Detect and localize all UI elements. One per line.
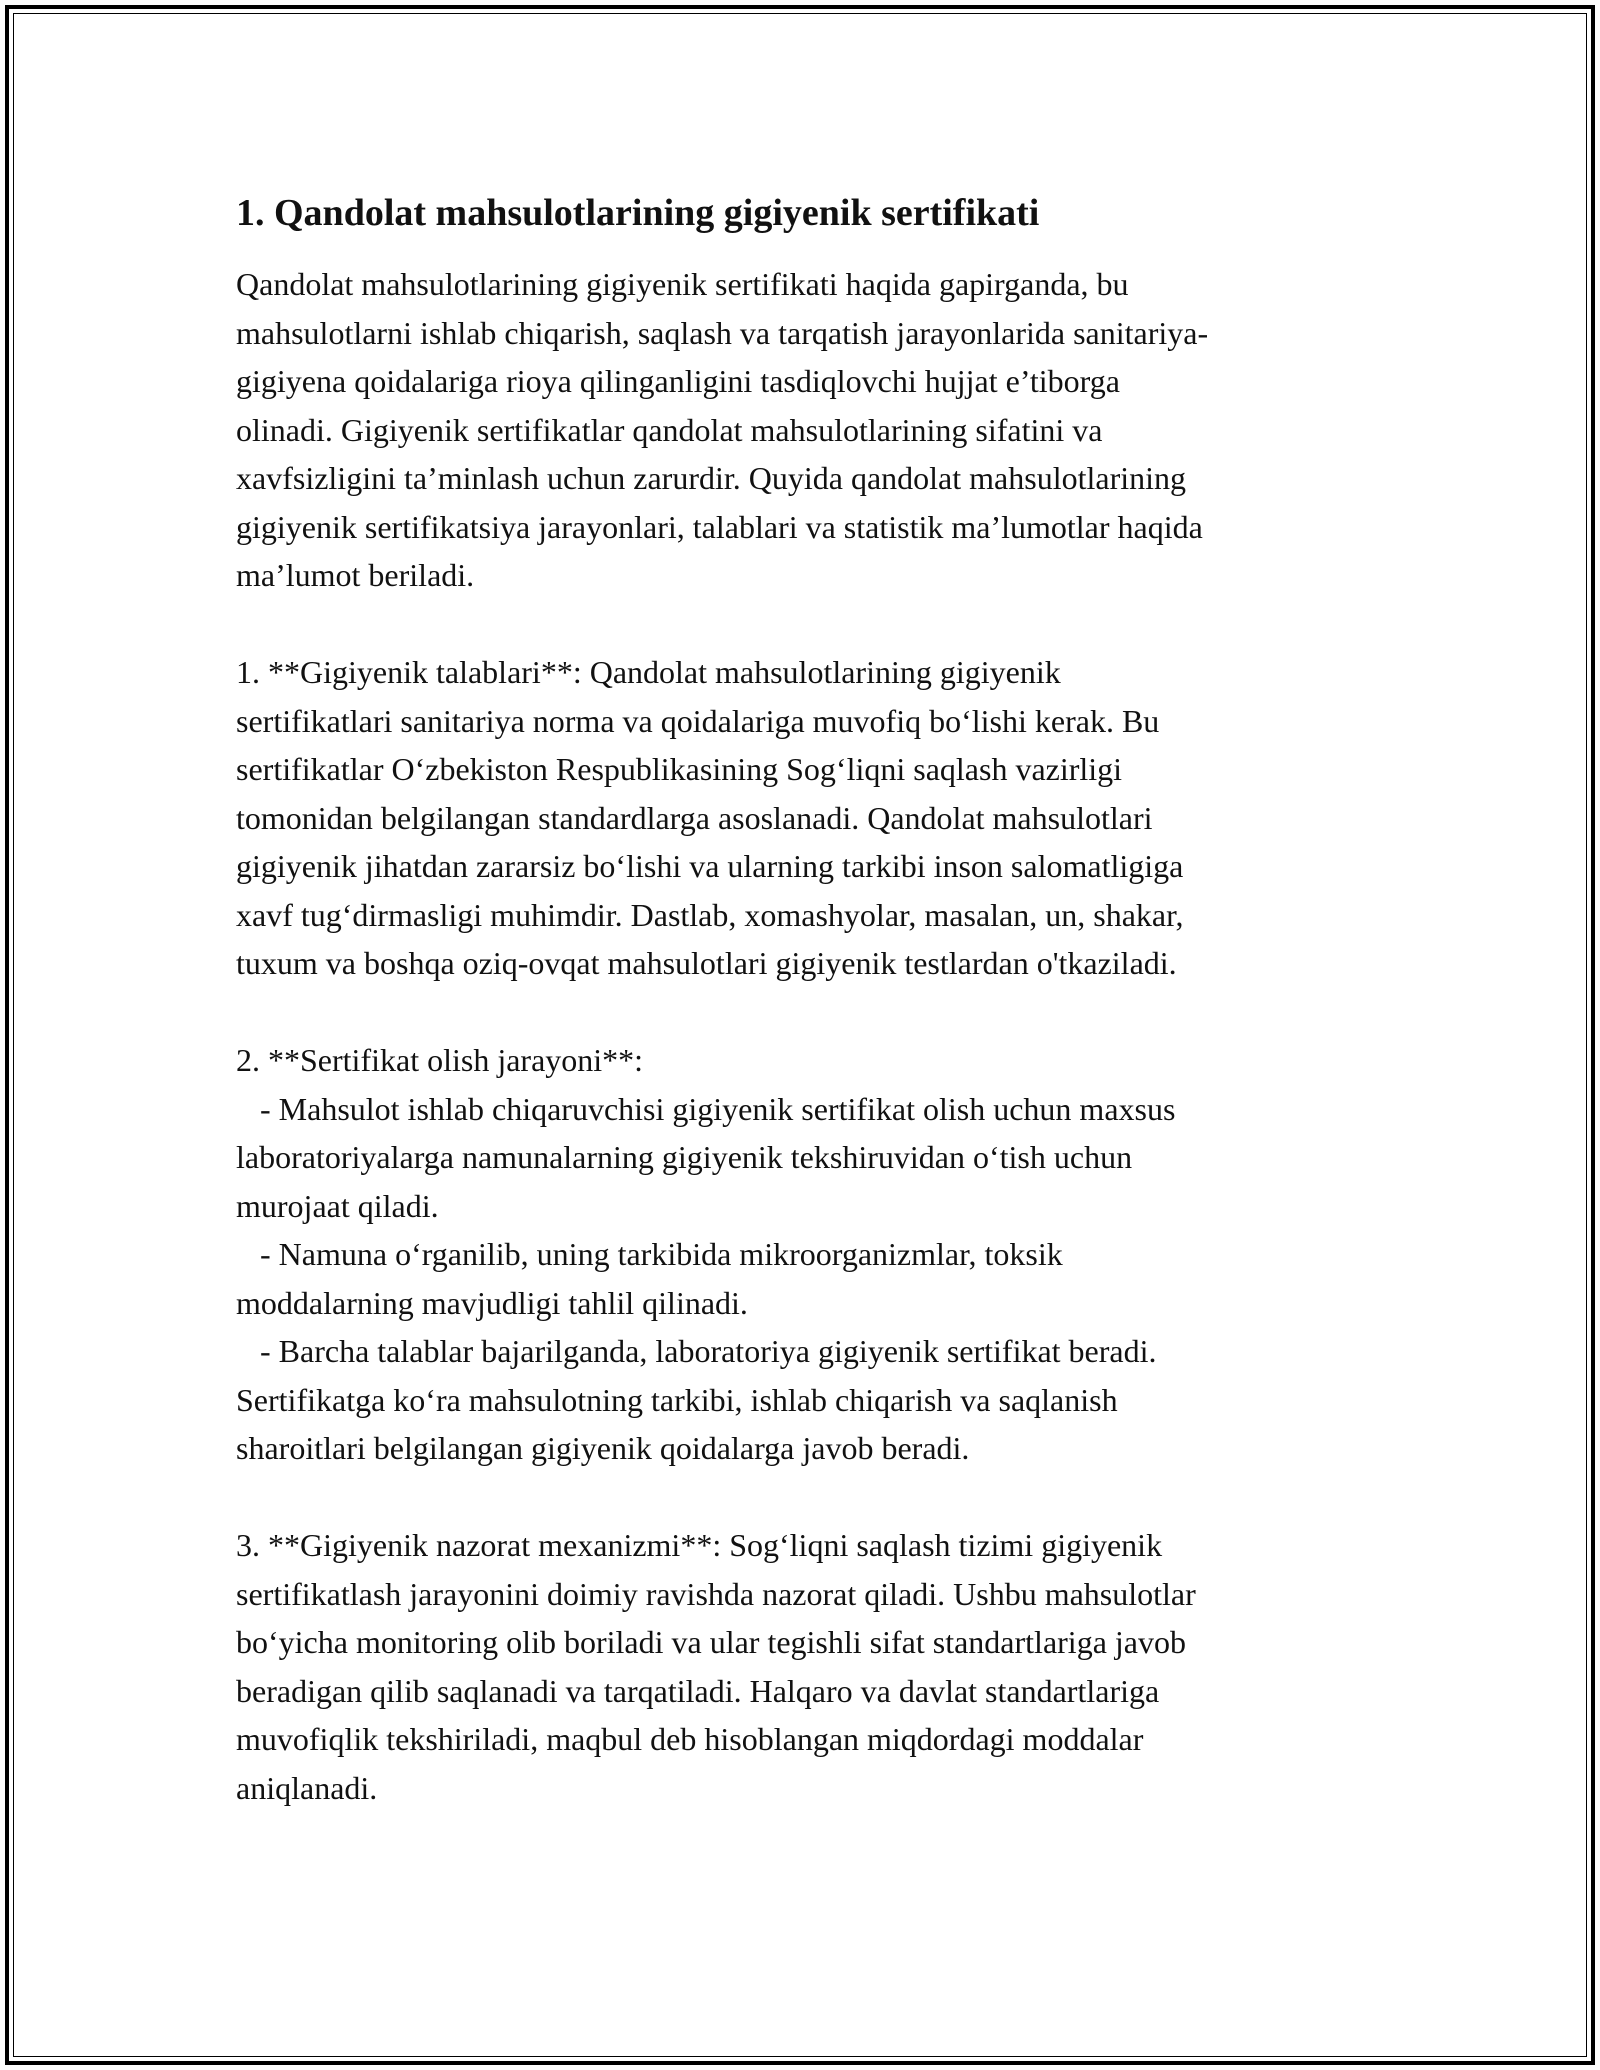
paragraph-line: muvofiqlik tekshiriladi, maqbul deb hisoblangan miqdordagi moddalar [236, 1721, 1144, 1757]
paragraph-line: laboratoriyalarga namunalarning gigiyenik tekshiruvidan o‘tish uchun [236, 1139, 1133, 1175]
document-title: 1. Qandolat mahsulotlarining gigiyenik sertifikati [236, 192, 1040, 234]
paragraph-line: tuxum va boshqa oziq-ovqat mahsulotlari gigiyenik testlardan o'tkaziladi. [236, 945, 1177, 981]
paragraph-line: - Barcha talablar bajarilganda, laboratoriya gigiyenik sertifikat beradi. [236, 1333, 1157, 1369]
paragraph-line: olinadi. Gigiyenik sertifikatlar qandolat mahsulotlarining sifatini va [236, 411, 1103, 448]
paragraph-line: tomonidan belgilangan standardlarga asoslanadi. Qandolat mahsulotlari [236, 799, 1153, 836]
paragraph-line: gigiyenik jihatdan zararsiz bo‘lishi va ularning tarkibi inson salomatligiga [236, 848, 1184, 884]
paragraph-line: Sertifikatga ko‘ra mahsulotning tarkibi, ishlab chiqarish va saqlanish [236, 1381, 1118, 1418]
hygiene-control-paragraph [236, 1521, 1366, 1812]
hygiene-requirements-paragraph [236, 648, 1366, 988]
paragraph-line: bo‘yicha monitoring olib boriladi va ular tegishli sifat standartlariga javob [236, 1624, 1186, 1660]
paragraph-line: sertifikatlari sanitariya norma va qoidalariga muvofiq bo‘lishi kerak. Bu [236, 702, 1160, 739]
paragraph-line: mahsulotlarni ishlab chiqarish, saqlash va tarqatish jarayonlarida sanitariya- [236, 314, 1209, 351]
paragraph-line: gigiyena qoidalariga rioya qilinganligini tasdiqlovchi hujjat e’tiborga [236, 363, 1120, 399]
document-body [236, 186, 1366, 1861]
paragraph-line: sertifikatlar O‘zbekiston Respublikasining Sog‘liqni saqlash vazirligi [236, 751, 1123, 787]
paragraph-line: xavfsizligini ta’minlash uchun zarurdir. Quyida qandolat mahsulotlarining [236, 460, 1186, 496]
paragraph-line: gigiyenik sertifikatsiya jarayonlari, talablari va statistik ma’lumotlar haqida [236, 508, 1203, 545]
paragraph-line: - Mahsulot ishlab chiqaruvchisi gigiyenik sertifikat olish uchun maxsus [236, 1090, 1176, 1127]
paragraph-line: xavf tug‘dirmasligi muhimdir. Dastlab, xomashyolar, masalan, un, shakar, [236, 896, 1184, 933]
paragraph-line: aniqlanadi. [236, 1769, 378, 1806]
paragraph-line: murojaat qiladi. [236, 1187, 439, 1224]
paragraph-line: 1. **Gigiyenik talablari**: Qandolat mahsulotlarining gigiyenik [236, 654, 1061, 690]
paragraph-line: sertifikatlash jarayonini doimiy ravishda nazorat qiladi. Ushbu mahsulotlar [236, 1575, 1196, 1612]
paragraph-line: 2. **Sertifikat olish jarayoni**: [236, 1042, 644, 1078]
paragraph-line: ma’lumot beriladi. [236, 557, 475, 593]
paragraph-line: sharoitlari belgilangan gigiyenik qoidalarga javob beradi. [236, 1430, 970, 1466]
paragraph-line: - Namuna o‘rganilib, uning tarkibida mikroorganizmlar, toksik [236, 1236, 1063, 1272]
certificate-process-paragraph [236, 1036, 1366, 1473]
paragraph-line: beradigan qilib saqlanadi va tarqatiladi. Halqaro va davlat standartlariga [236, 1672, 1160, 1709]
intro-paragraph [236, 260, 1366, 600]
paragraph-line: 3. **Gigiyenik nazorat mexanizmi**: Sog‘liqni saqlash tizimi gigiyenik [236, 1527, 1163, 1563]
paragraph-line: Qandolat mahsulotlarining gigiyenik sertifikati haqida gapirganda, bu [236, 266, 1129, 302]
paragraph-line: moddalarning mavjudligi tahlil qilinadi. [236, 1284, 748, 1321]
